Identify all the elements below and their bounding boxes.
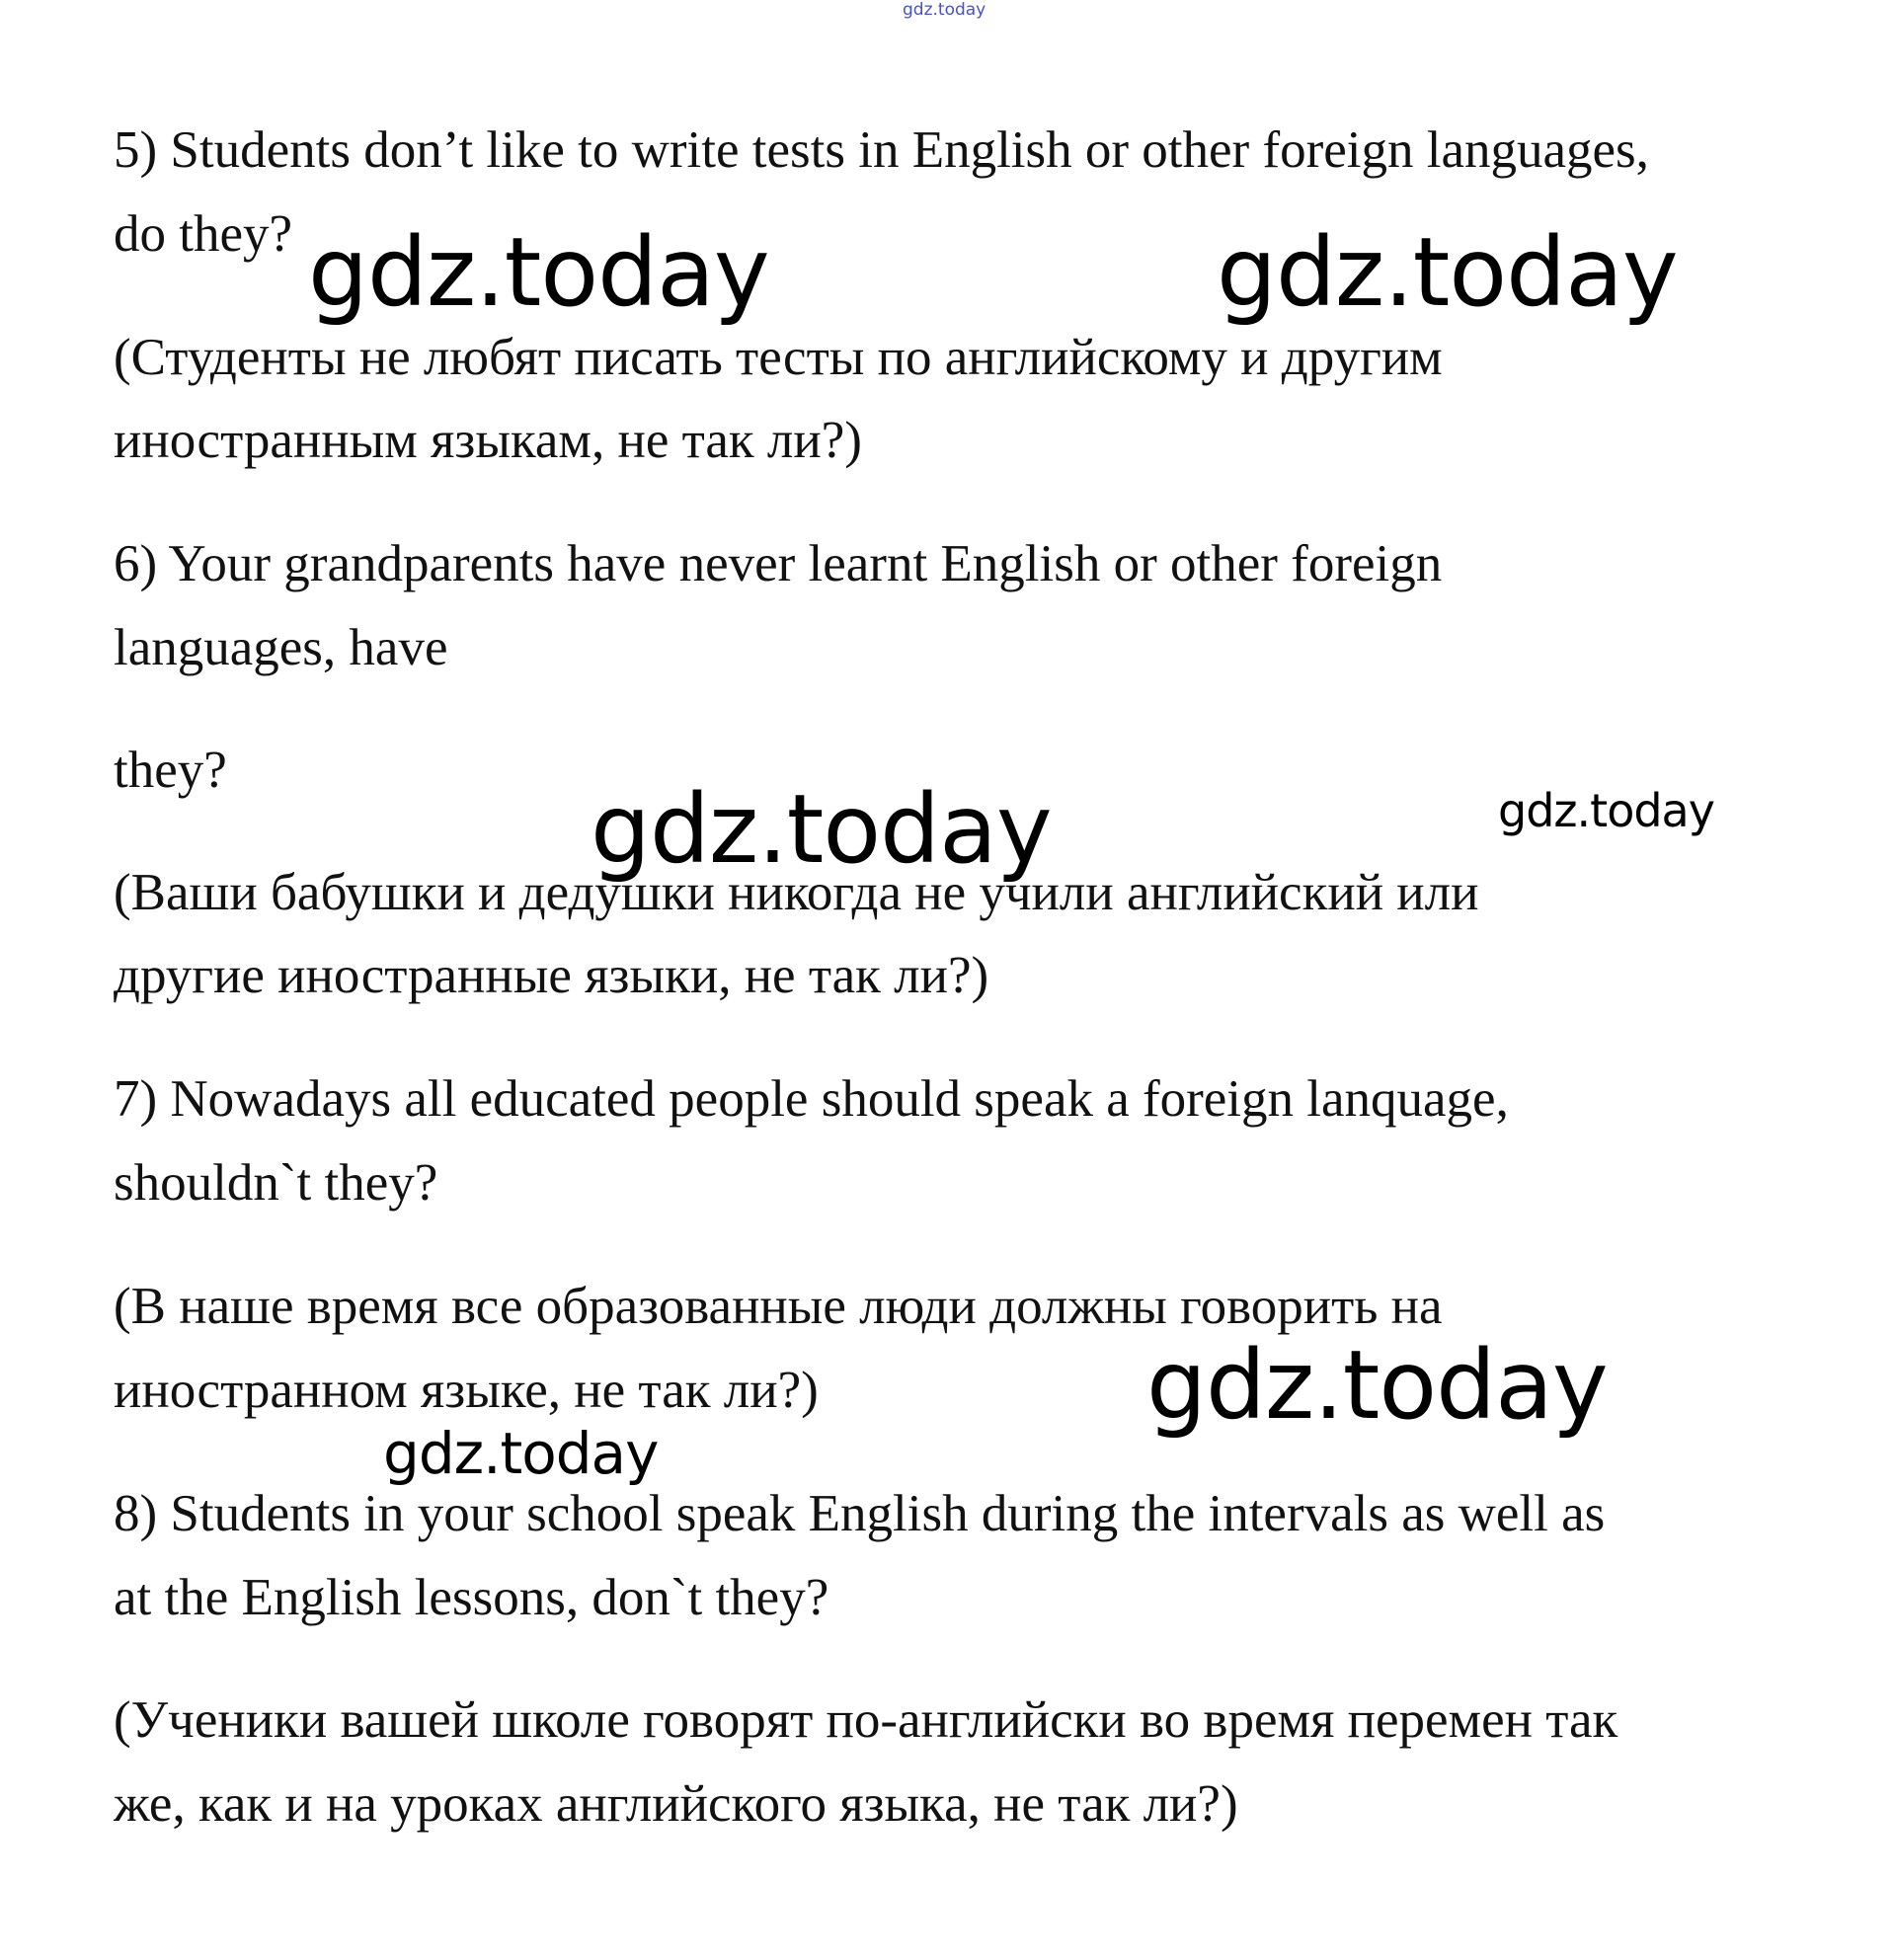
- text-line-q7-ru-2: иностранном языке, не так ли?): [114, 1362, 819, 1419]
- text-line-q5-en-2: do they?: [114, 205, 293, 263]
- text-line-q6-ru-2: другие иностранные языки, не так ли?): [114, 947, 989, 1004]
- watermark: gdz.today: [1498, 784, 1714, 837]
- text-line-q6-en-2: languages, have: [114, 619, 448, 676]
- text-line-q8-ru-2: же, как и на уроках английского языка, не так ли?): [114, 1775, 1238, 1833]
- text-line-q7-ru-1: (В наше время все образованные люди должны говорить на: [114, 1278, 1443, 1335]
- watermark: gdz.today: [591, 774, 1052, 885]
- text-line-q8-en-2: at the English lessons, don`t they?: [114, 1569, 829, 1626]
- text-line-q8-en-1: 8) Students in your school speak English during the intervals as well as: [114, 1485, 1606, 1542]
- watermark: gdz.today: [308, 217, 769, 328]
- watermark: gdz.today: [383, 1420, 659, 1487]
- text-line-q6-en-3: they?: [114, 742, 227, 799]
- text-line-q7-en-2: shouldn`t they?: [114, 1154, 438, 1212]
- text-line-q8-ru-1: (Ученики вашей школе говорят по-английски во время перемен так: [114, 1691, 1618, 1749]
- watermark: gdz.today: [1217, 217, 1678, 328]
- header-watermark: gdz.today: [903, 0, 986, 20]
- text-line-q5-en-1: 5) Students don’t like to write tests in English or other foreign languages,: [114, 121, 1649, 179]
- text-line-q5-ru-1: (Студенты не любят писать тесты по английскому и другим: [114, 329, 1443, 386]
- text-line-q6-en-1: 6) Your grandparents have never learnt English or other foreign: [114, 535, 1443, 592]
- watermark: gdz.today: [1146, 1330, 1608, 1441]
- text-line-q6-ru-1: (Ваши бабушки и дедушки никогда не учили английский или: [114, 864, 1479, 921]
- text-line-q5-ru-2: иностранным языкам, не так ли?): [114, 412, 862, 469]
- text-line-q7-en-1: 7) Nowadays all educated people should speak a foreign lanquage,: [114, 1070, 1509, 1128]
